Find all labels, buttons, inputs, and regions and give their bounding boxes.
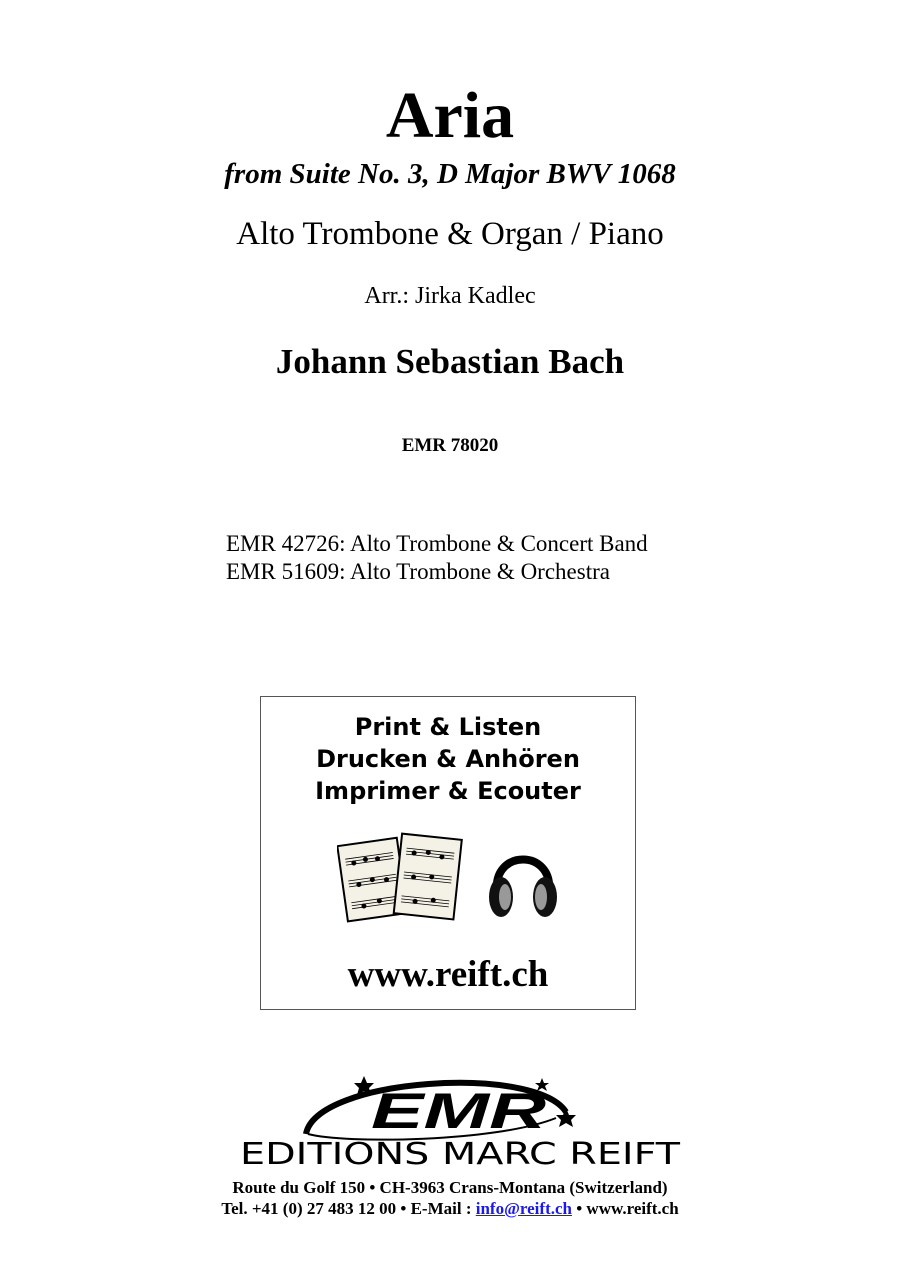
emr-logo-text: EMR [371,1083,546,1139]
emr-logo [236,1072,686,1172]
sheet-music-icon [337,834,461,922]
print-listen-box [260,696,636,1010]
composer-name: Johann Sebastian Bach [275,342,625,381]
publisher-address: Route du Golf 150 • CH-3963 Crans-Montana (Switzerland) [232,1178,668,1197]
website-text: • www.reift.ch [571,1199,679,1218]
piece-title: Aria [385,79,515,152]
promo-line: Imprimer & Ecouter [315,777,581,805]
email-link[interactable]: info@reift.ch [475,1199,572,1218]
promo-url[interactable]: www.reift.ch [347,954,549,995]
promo-line: Print & Listen [354,713,542,741]
promo-line: Drucken & Anhören [316,745,580,773]
promo-illustration [337,829,567,929]
phone-label: Tel. +41 (0) 27 483 12 00 • E-Mail : [221,1199,476,1218]
publisher-contact [0,1198,900,1220]
catalog-number: EMR 78020 [401,435,499,456]
publisher-name: EDITIONS MARC REIFT [240,1137,681,1172]
headphones-icon [489,860,557,918]
arranger: Arr.: Jirka Kadlec [364,283,536,309]
other-edition-item: EMR 42726: Alto Trombone & Concert Band [226,531,648,556]
instrumentation: Alto Trombone & Organ / Piano [236,216,664,252]
other-edition-item: EMR 51609: Alto Trombone & Orchestra [226,559,610,584]
piece-subtitle: from Suite No. 3, D Major BWV 1068 [224,158,676,190]
star-icon [556,1108,576,1127]
other-editions-list [226,530,648,586]
promo-lines [261,711,635,807]
